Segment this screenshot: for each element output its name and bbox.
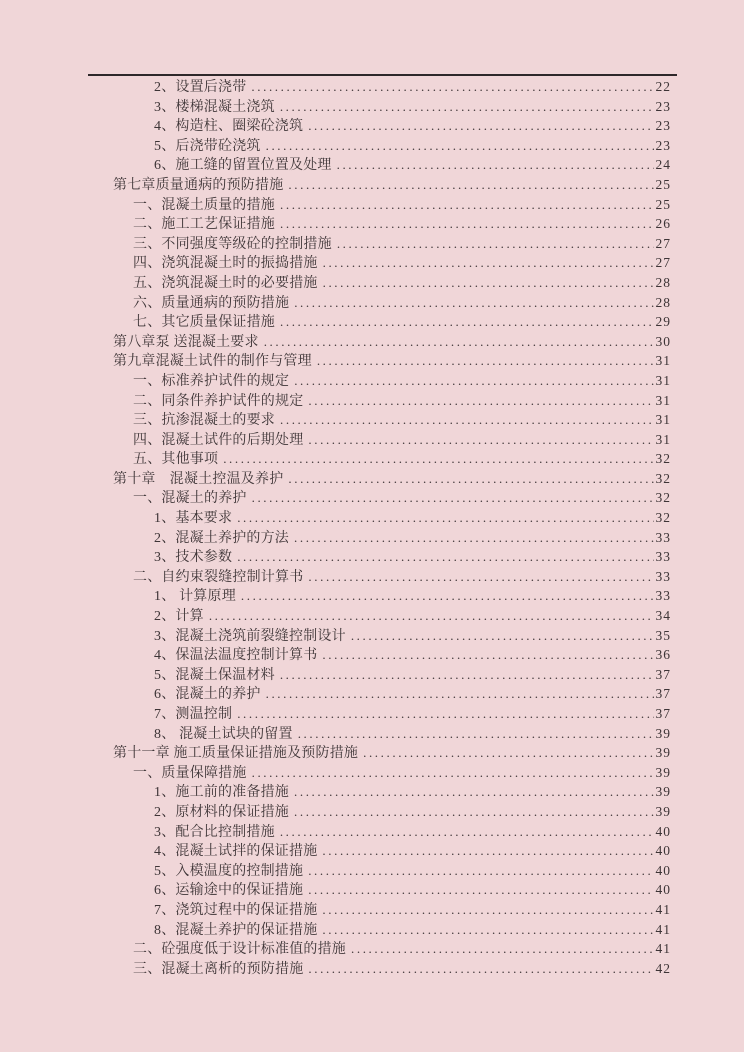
toc-entry[interactable] <box>113 116 671 136</box>
toc-entry-label: 4、保温法温度控制计算书 <box>154 648 318 664</box>
dot-leader <box>280 195 654 216</box>
dot-leader <box>322 920 653 941</box>
toc-entry-page-number: 40 <box>655 843 671 859</box>
toc-entry[interactable] <box>113 822 671 842</box>
dot-leader <box>266 136 654 157</box>
dot-leader <box>280 312 654 333</box>
toc-entry[interactable] <box>113 665 671 685</box>
toc-entry-page-number: 27 <box>655 235 671 251</box>
toc-entry-label: 2、设置后浇带 <box>154 80 247 95</box>
toc-entry-label: 一、混凝土的养护 <box>133 491 247 507</box>
dot-leader <box>237 704 653 725</box>
dot-leader <box>294 528 654 549</box>
toc-entry-page-number: 28 <box>655 294 671 310</box>
toc-entry-label: 第八章泵 送混凝土要求 <box>113 334 259 350</box>
toc-entry-page-number: 33 <box>655 588 671 604</box>
toc-entry[interactable] <box>113 880 671 900</box>
toc-entry-page-number: 39 <box>655 784 671 800</box>
toc-entry[interactable] <box>113 273 671 293</box>
toc-entry[interactable] <box>113 743 671 763</box>
dot-leader <box>363 743 653 764</box>
header-rule <box>88 74 677 76</box>
dot-leader <box>308 880 653 901</box>
dot-leader <box>294 782 654 803</box>
toc-entry-page-number: 33 <box>655 549 671 565</box>
toc-entry-page-number: 37 <box>655 706 671 721</box>
toc-entry[interactable] <box>113 939 671 959</box>
dot-leader <box>241 586 654 607</box>
toc-entry[interactable] <box>113 861 671 881</box>
dot-leader <box>280 665 654 686</box>
toc-entry-label: 5、入模温度的控制措施 <box>154 863 304 879</box>
toc-entry-label: 6、运输途中的保证措施 <box>154 883 304 899</box>
toc-entry[interactable] <box>113 332 671 352</box>
toc-entry-label: 四、混凝土试件的后期处理 <box>133 432 304 448</box>
toc-entry[interactable] <box>113 704 671 724</box>
toc-entry[interactable] <box>113 959 671 979</box>
toc-entry-label: 五、浇筑混凝土时的必要措施 <box>133 275 318 291</box>
dot-leader <box>209 606 654 627</box>
toc-entry[interactable] <box>113 528 671 548</box>
toc-entry-page-number: 32 <box>655 470 671 486</box>
toc-entry-label: 第十一章 施工质量保证措施及预防措施 <box>113 746 359 762</box>
toc-entry[interactable] <box>113 606 671 626</box>
dot-leader <box>317 351 654 372</box>
toc-entry-label: 三、混凝土离析的预防措施 <box>133 961 304 977</box>
toc-entry-page-number: 31 <box>655 392 671 408</box>
dot-leader <box>351 626 654 647</box>
toc-entry-label: 二、砼强度低于设计标准值的措施 <box>133 942 346 958</box>
toc-entry[interactable] <box>113 684 671 704</box>
toc-entry-page-number: 40 <box>655 862 671 878</box>
toc-entry[interactable] <box>113 410 671 430</box>
toc-entry-label: 三、抗渗混凝土的要求 <box>133 413 275 429</box>
toc-entry-label: 4、构造柱、圈梁砼浇筑 <box>154 119 304 135</box>
dot-leader <box>322 841 653 862</box>
toc-entry-label: 第七章质量通病的预防措施 <box>113 177 284 193</box>
toc-entry-label: 二、自约束裂缝控制计算书 <box>133 569 304 585</box>
dot-leader <box>294 293 653 314</box>
toc-entry-page-number: 42 <box>655 960 671 976</box>
toc-entry-page-number: 28 <box>655 274 671 290</box>
toc-entry-page-number: 32 <box>655 451 671 467</box>
dot-leader <box>252 488 654 509</box>
dot-leader <box>280 822 654 843</box>
toc-entry-label: 二、施工工艺保证措施 <box>133 217 275 233</box>
table-of-contents <box>113 77 671 978</box>
toc-entry-label: 2、原材料的保证措施 <box>154 804 289 820</box>
toc-entry-label: 五、其他事项 <box>133 452 219 468</box>
dot-leader <box>280 410 654 431</box>
toc-entry[interactable] <box>113 763 671 783</box>
toc-entry-label: 2、计算 <box>154 609 204 625</box>
dot-leader <box>351 939 654 960</box>
toc-entry[interactable] <box>113 253 671 273</box>
toc-entry-label: 第十章 混凝土控温及养护 <box>113 471 284 487</box>
toc-entry[interactable] <box>113 469 671 489</box>
dot-leader <box>294 802 654 823</box>
toc-entry-label: 二、同条件养护试件的规定 <box>133 393 304 409</box>
toc-entry[interactable] <box>113 488 671 508</box>
toc-entry-page-number: 30 <box>655 333 671 349</box>
dot-leader <box>308 567 653 588</box>
toc-entry[interactable] <box>113 802 671 822</box>
toc-entry[interactable] <box>113 136 671 156</box>
dot-leader <box>288 469 653 490</box>
toc-entry-page-number: 37 <box>655 666 671 682</box>
toc-entry-page-number: 22 <box>655 79 671 94</box>
toc-entry-label: 一、标准养护试件的规定 <box>133 373 290 389</box>
toc-entry-label: 2、混凝土养护的方法 <box>154 530 289 546</box>
toc-entry-page-number: 23 <box>655 137 671 153</box>
dot-leader <box>294 371 653 392</box>
toc-entry[interactable] <box>113 155 671 175</box>
toc-entry[interactable] <box>113 508 671 528</box>
toc-entry[interactable] <box>113 214 671 234</box>
toc-entry-page-number: 26 <box>655 216 671 232</box>
toc-entry-page-number: 39 <box>655 745 671 761</box>
toc-entry-label: 六、质量通病的预防措施 <box>133 295 290 311</box>
dot-leader <box>223 449 653 470</box>
toc-entry-page-number: 41 <box>655 941 671 957</box>
dot-leader <box>237 547 653 568</box>
toc-entry[interactable] <box>113 234 671 254</box>
toc-entry-label: 6、混凝土的养护 <box>154 687 261 703</box>
toc-entry-page-number: 25 <box>655 176 671 192</box>
toc-entry[interactable] <box>113 351 671 371</box>
dot-leader <box>288 175 653 196</box>
toc-entry-page-number: 39 <box>655 803 671 819</box>
toc-entry-label: 3、配合比控制措施 <box>154 824 275 840</box>
toc-entry-page-number: 25 <box>655 196 671 212</box>
toc-entry-page-number: 23 <box>655 98 671 114</box>
toc-entry[interactable] <box>113 449 671 469</box>
toc-entry[interactable] <box>113 371 671 391</box>
dot-leader <box>323 273 654 294</box>
dot-leader <box>308 861 653 882</box>
toc-entry-page-number: 39 <box>655 764 671 780</box>
toc-entry-page-number: 27 <box>655 255 671 271</box>
toc-entry-label: 3、混凝土浇筑前裂缝控制设计 <box>154 628 346 644</box>
toc-entry[interactable] <box>113 430 671 450</box>
dot-leader <box>337 234 654 255</box>
dot-leader <box>251 77 653 98</box>
toc-entry-label: 5、混凝土保温材料 <box>154 667 275 683</box>
toc-entry-page-number: 31 <box>655 353 671 369</box>
toc-entry-page-number: 36 <box>655 647 671 663</box>
dot-leader <box>308 391 653 412</box>
toc-entry-label: 1、 计算原理 <box>154 589 236 605</box>
toc-entry[interactable] <box>113 900 671 920</box>
toc-entry[interactable] <box>113 920 671 940</box>
toc-entry-page-number: 32 <box>655 490 671 506</box>
dot-leader <box>337 155 654 176</box>
toc-entry-page-number: 29 <box>655 314 671 330</box>
toc-entry[interactable] <box>113 626 671 646</box>
dot-leader <box>266 684 654 705</box>
toc-entry[interactable] <box>113 645 671 665</box>
toc-entry-label: 3、技术参数 <box>154 550 233 566</box>
toc-entry-label: 第九章混凝土试件的制作与管理 <box>113 354 312 370</box>
toc-entry-page-number: 31 <box>655 412 671 428</box>
toc-entry-page-number: 31 <box>655 431 671 447</box>
toc-entry-page-number: 39 <box>655 725 671 741</box>
toc-entry-label: 5、后浇带砼浇筑 <box>154 138 261 154</box>
toc-entry-label: 7、浇筑过程中的保证措施 <box>154 902 318 918</box>
toc-entry[interactable] <box>113 567 671 587</box>
toc-entry-page-number: 33 <box>655 529 671 545</box>
toc-entry-label: 3、楼梯混凝土浇筑 <box>154 99 275 115</box>
toc-entry[interactable] <box>113 547 671 567</box>
toc-entry[interactable] <box>113 312 671 332</box>
toc-entry-label: 1、施工前的准备措施 <box>154 785 289 801</box>
toc-entry-label: 一、质量保障措施 <box>133 765 247 781</box>
toc-entry[interactable] <box>113 97 671 117</box>
dot-leader <box>280 97 654 118</box>
toc-entry[interactable] <box>113 293 671 313</box>
toc-entry[interactable] <box>113 175 671 195</box>
toc-entry-page-number: 41 <box>655 921 671 937</box>
toc-entry-page-number: 32 <box>655 510 671 526</box>
toc-entry[interactable] <box>113 195 671 215</box>
toc-entry-label: 8、混凝土养护的保证措施 <box>154 922 318 938</box>
dot-leader <box>308 430 653 451</box>
toc-entry-page-number: 23 <box>655 118 671 134</box>
dot-leader <box>280 214 654 235</box>
toc-entry-page-number: 31 <box>655 372 671 388</box>
toc-entry-label: 三、不同强度等级砼的控制措施 <box>133 236 332 252</box>
toc-entry-label: 6、施工缝的留置位置及处理 <box>154 158 332 174</box>
toc-entry-page-number: 24 <box>655 157 671 173</box>
toc-entry-label: 8、 混凝土试块的留置 <box>154 726 293 742</box>
toc-entry-page-number: 33 <box>655 568 671 584</box>
toc-entry-page-number: 40 <box>655 882 671 898</box>
toc-entry-page-number: 41 <box>655 901 671 917</box>
toc-entry-label: 七、其它质量保证措施 <box>133 315 275 331</box>
toc-entry-page-number: 40 <box>655 823 671 839</box>
toc-entry-label: 一、混凝土质量的措施 <box>133 197 275 213</box>
dot-leader <box>237 508 653 529</box>
toc-entry-label: 四、浇筑混凝土时的振捣措施 <box>133 256 318 272</box>
dot-leader <box>322 645 653 666</box>
dot-leader <box>298 724 654 745</box>
toc-entry[interactable] <box>113 782 671 802</box>
dot-leader <box>308 116 653 137</box>
toc-entry-label: 7、测温控制 <box>154 707 233 722</box>
toc-entry-page-number: 35 <box>655 627 671 643</box>
toc-entry-label: 4、混凝土试拌的保证措施 <box>154 844 318 860</box>
toc-entry[interactable] <box>113 77 671 97</box>
dot-leader <box>322 900 653 921</box>
dot-leader <box>252 763 654 784</box>
toc-entry[interactable] <box>113 724 671 744</box>
dot-leader <box>308 959 653 980</box>
toc-entry[interactable] <box>113 391 671 411</box>
toc-entry[interactable] <box>113 841 671 861</box>
toc-entry-page-number: 37 <box>655 686 671 702</box>
toc-entry[interactable] <box>113 586 671 606</box>
toc-entry-label: 1、基本要求 <box>154 511 233 527</box>
dot-leader <box>323 253 654 274</box>
dot-leader <box>264 332 654 353</box>
toc-entry-page-number: 34 <box>655 608 671 624</box>
